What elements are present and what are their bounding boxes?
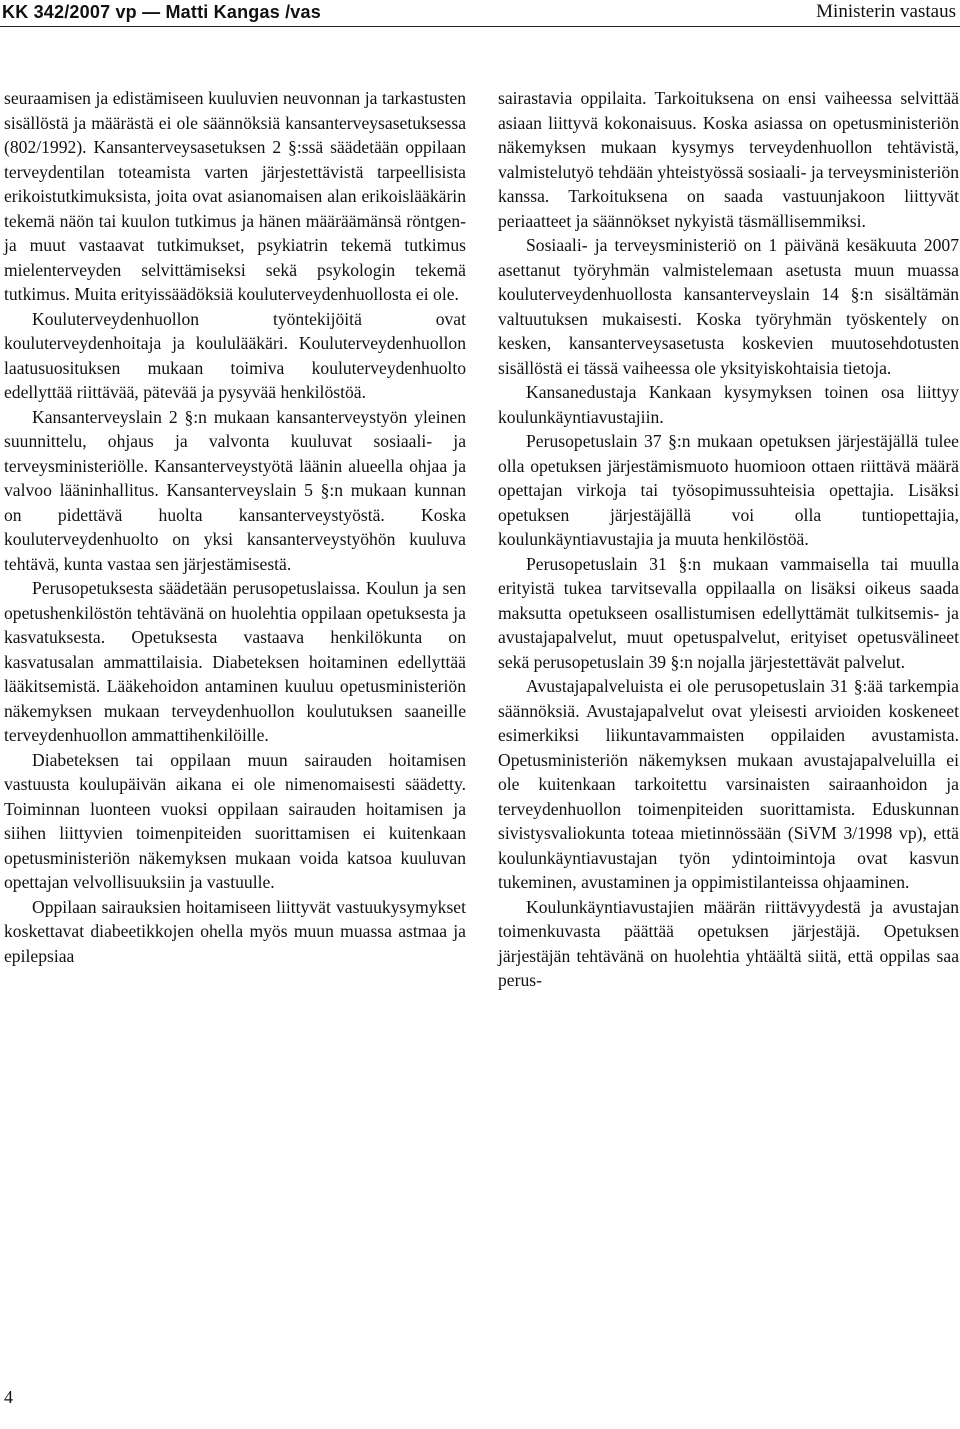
page-number: 4 xyxy=(4,1387,13,1407)
paragraph: Sosiaali- ja terveysministeriö on 1 päivänä kesäkuuta 2007 asettanut työryhmän valmistelemaan asetusta muun muassa kouluterveydenhuollosta kansanterveyslain 14 §:n sisältämän valtuutuksen mukaisesti. Koska työryhmän työskentely on kesken, kansanterveysasetusta koskevien muutosehdotusten sisällöstä ei tässä vaiheessa ole yksityiskohtaisia tietoja. xyxy=(498,235,959,378)
paragraph: Perusopetuslain 31 §:n mukaan vammaisella tai muulla erityistä tukea tarvitsevalla oppilaalla on lisäksi oikeus saada maksutta opetukseen osallistumisen edellyttämät tulkitsemis- ja avustajapalvelut, muut opetuspalvelut, erityiset opetusvälineet sekä perusopetuslain 39 §:n nojalla järjestettävät palvelut. xyxy=(498,553,959,672)
paragraph: seuraamisen ja edistämiseen kuuluvien neuvonnan ja tarkastusten sisällöstä ja määrästä ei ole säännöksiä kansanterveysasetuksessa (802/1992). Kansanterveysasetuksen 2 §:ssä säädetään oppilaan terveydentilan toteamista varten järjestettävistä tarpeellisista erikoistutkimuksista, joita ovat asianomaisen alan erikoislääkärin tekemä näön tai kuulon tutkimus ja hänen määräämänsä röntgen- ja muut vastaavat tutkimukset, psykiatrin tekemä tutkimus mielenterveyden selvittämiseksi sekä psykologin tekemä tutkimus. Muita erityissäädöksiä kouluterveydenhuollosta ei ole. xyxy=(4,88,466,304)
paragraph: Oppilaan sairauksien hoitamiseen liittyvät vastuukysymykset koskettavat diabeetikkojen ohella myös muun muassa astmaa ja epilepsiaa xyxy=(4,896,466,966)
paragraph: Perusopetuksesta säädetään perusopetuslaissa. Koulun ja sen opetushenkilöstön tehtävänä on huolehtia oppilaan opetuksesta ja kasvatuksesta. Opetuksesta vastaava henkilökunta on kasvatusalan ammattilaisia. Diabeteksen hoitaminen edellyttää lääkitsemistä. Lääkehoidon antaminen kuuluu opetusministeriön näkemyksen mukaan terveydenhuollon koulutuksen saaneille terveydenhuollon ammattihenkilöille. xyxy=(4,578,466,745)
left-text-column xyxy=(4,86,466,968)
header-divider xyxy=(0,26,960,27)
section-title: Ministerin vastaus xyxy=(816,1,956,22)
paragraph: Kouluterveydenhuollon työntekijöitä ovat kouluterveydenhoitaja ja koululääkäri. Kouluterveydenhuollon laatusuosituksen mukaan toimiva kouluterveydenhuolto edellyttää riittävää, pätevää ja pysyvää henkilöstöä. xyxy=(4,308,466,402)
paragraph: Perusopetuslain 37 §:n mukaan opetuksen järjestäjällä tulee olla opetuksen järjestämismuoto huomioon ottaen riittävä määrä opettajan virkoja tai työsopimussuhteisia opettajia. Lisäksi opetuksen järjestäjällä voi olla tuntiopettajia, koulunkäyntiavustajia ja muuta henkilöstöä. xyxy=(498,431,959,549)
paragraph: Diabeteksen tai oppilaan muun sairauden hoitamisen vastuusta koulupäivän aikana ei ole nimenomaisesti säädetty. Toiminnan luonteen vuoksi oppilaan sairauden hoitamisen ja siihen liittyvien toimenpiteiden suorittamisen ei kuitenkaan opetusministeriön näkemyksen mukaan voida katsoa kuuluvan opettajan velvollisuuksiin ja vastuulle. xyxy=(4,749,466,892)
paragraph: Kansanterveyslain 2 §:n mukaan kansanterveystyön yleinen suunnittelu, ohjaus ja valvonta kuuluvat sosiaali- ja terveysministeriölle. Kansanterveystyötä läänin alueella ohjaa ja valvoo lääninhallitus. Kansanterveyslain 5 §:n mukaan kunnan on pidettävä huolta kansanterveystyöstä. Koska kouluterveydenhuolto on yksi kansanterveystyöhön kuuluva tehtävä, kunta vastaa sen järjestämisestä. xyxy=(4,406,466,574)
paragraph: Kansanedustaja Kankaan kysymyksen toinen osa liittyy koulunkäyntiavustajiin. xyxy=(498,382,959,427)
paragraph: sairastavia oppilaita. Tarkoituksena on ensi vaiheessa selvittää asiaan liittyvä kokonaisuus. Koska asiassa on opetusministeriön näkemyksen mukaan kysymys terveydenhuollon tehtävistä, valmistelutyö tehdään yhteistyössä sosiaali- ja terveysministeriön kanssa. Tarkoituksena on saada vastuunjakoon liittyvät periaatteet ja säännökset nykyistä täsmällisemmiksi. xyxy=(498,88,959,231)
paragraph: Avustajapalveluista ei ole perusopetuslain 31 §:ää tarkempia säännöksiä. Avustajapalvelut ovat yleisesti arvioiden koskeneet esimerkiksi liikuntavammaisten oppilaiden avustamista. Opetusministeriön näkemyksen mukaan avustajapalveluilla ei ole kuitenkaan tarkoitettu varsinaisten sairaanhoidon ja terveydenhuollon toimenpiteiden suorittamista. Eduskunnan sivistysvaliokunta toteaa mietinnössään (SiVM 3/1998 vp), että koulunkäyntiavustajan työn ydintoimintoja ovat kasvun tukeminen, avustaminen ja oppimistilanteissa ohjaaminen. xyxy=(498,676,959,892)
paragraph: Koulunkäyntiavustajien määrän riittävyydestä ja avustajan toimenkuvasta päättää opetuksen järjestäjä. Opetuksen järjestäjän tehtävänä on huolehtia yhtäältä siitä, että oppilas saa perus- xyxy=(498,896,959,990)
document-reference: KK 342/2007 vp — Matti Kangas /vas xyxy=(2,2,321,22)
right-text-column xyxy=(498,86,959,993)
page-header xyxy=(0,0,960,30)
